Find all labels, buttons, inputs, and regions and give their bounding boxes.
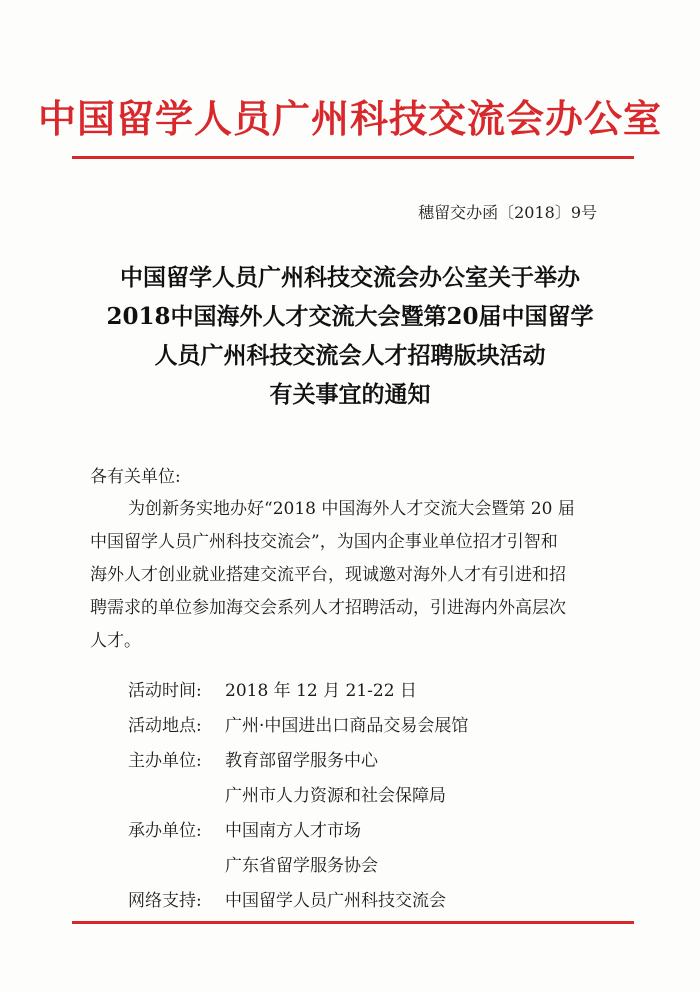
detail-row-organizer [128,814,468,849]
detail-label-venue: 活动地点: [128,716,202,736]
event-details [128,674,468,919]
body-line-3: 海外人才创业就业搭建交流平台，现诚邀对海外人才有引进和招 [90,565,566,585]
title-line-4: 有关事宜的通知 [269,381,431,408]
footer-red-rule [72,921,634,924]
notice-title [60,258,640,414]
body-line-4: 聘需求的单位参加海交会系列人才招聘活动，引进海内外高层次 [90,598,566,618]
title-line-3: 人员广州科技交流会人才招聘版块活动 [154,342,546,369]
detail-value-host-1: 教育部留学服务中心 [225,751,378,771]
detail-label-host: 主办单位: [128,751,202,771]
detail-value-time: 2018 年 12 月 21-22 日 [225,681,417,701]
title-line-2: 2018中国海外人才交流大会暨第20届中国留学 [106,303,594,330]
detail-value-host-2: 广州市人力资源和社会保障局 [225,786,446,806]
detail-label-support: 网络支持: [128,891,202,911]
detail-row-host-cont [128,779,468,814]
detail-row-organizer-cont [128,849,468,884]
detail-value-organizer-1: 中国南方人才市场 [225,821,361,841]
letterhead-org-name: 中国留学人员广州科技交流会办公室 [37,96,662,141]
detail-label-organizer: 承办单位: [128,821,202,841]
body-line-1: 为创新务实地办好“2018 中国海外人才交流大会暨第 20 届 [128,499,575,519]
letterhead-red-rule [72,156,634,159]
title-line-1: 中国留学人员广州科技交流会办公室关于举办 [120,264,580,291]
detail-value-venue: 广州·中国进出口商品交易会展馆 [225,716,469,736]
detail-label-time: 活动时间: [128,681,202,701]
detail-row-support [128,884,468,919]
detail-row-venue [128,709,468,744]
detail-value-organizer-2: 广东省留学服务协会 [225,856,378,876]
detail-row-host [128,744,468,779]
document-number: 穗留交办函〔2018〕9号 [418,203,597,222]
detail-value-support: 中国留学人员广州科技交流会 [225,891,446,911]
body-paragraph [90,493,620,658]
body-line-5: 人才。 [90,631,141,651]
detail-row-time [128,674,468,709]
salutation: 各有关单位: [90,467,181,487]
body-line-2: 中国留学人员广州科技交流会”，为国内企事业单位招才引智和 [90,532,558,552]
